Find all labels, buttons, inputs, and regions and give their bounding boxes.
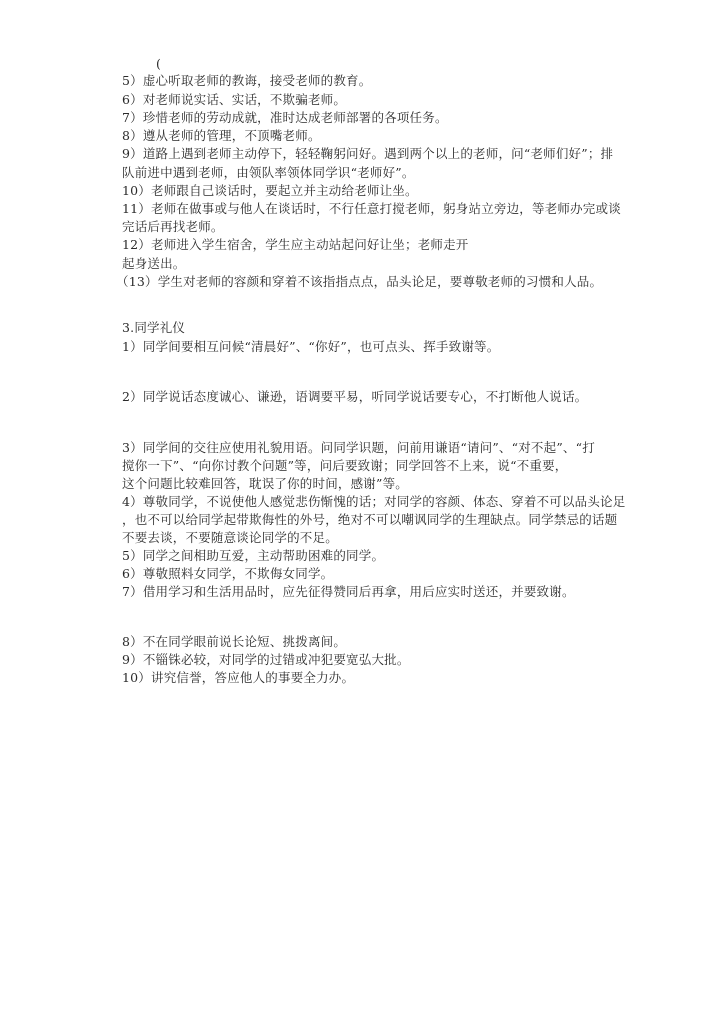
teacher-item-7: 7）珍惜老师的劳动成就，准时达成老师部署的各项任务。: [122, 110, 448, 125]
classmate-item-6: 6）尊敬照料女同学，不欺侮女同学。: [122, 566, 334, 581]
teacher-item-9-line-1: 9）道路上遇到老师主动停下，轻轻鞠躬问好。遇到两个以上的老师，问“老师们好”；排: [122, 146, 614, 161]
teacher-item-5: 5）虚心听取老师的教诲，接受老师的教育。: [122, 73, 372, 88]
teacher-item-10: 10）老师跟自己谈话时，要起立并主动给老师让坐。: [122, 183, 418, 198]
classmate-item-8: 8）不在同学眼前说长论短、挑拨离间。: [122, 634, 347, 649]
teacher-item-9-line-2: 队前进中遇到老师，由领队率领体同学识“老师好”。: [122, 165, 415, 180]
teacher-item-13: （13）学生对老师的容颜和穿着不该指指点点，品头论足，要尊敬老师的习惯和人品。: [116, 274, 603, 289]
section-heading-classmate-etiquette: 3.同学礼仪: [122, 320, 186, 335]
classmate-item-1: 1）同学间要相互问候“清晨好”、“你好”，也可点头、挥手致谢等。: [122, 339, 500, 354]
classmate-item-2: 2）同学说话态度诚心、谦逊，语调要平易，听同学说话要专心，不打断他人说话。: [122, 389, 588, 404]
classmate-item-4-line-1: 4）尊敬同学，不说使他人感觉悲伤惭愧的话；对同学的容颜、体态、穿着不可以品头论足: [122, 494, 626, 509]
teacher-item-12-line-2: 起身送出。: [122, 256, 186, 271]
classmate-item-4-line-2: ，也不可以给同学起带欺侮性的外号，绝对不可以嘲讽同学的生理缺点。同学禁忌的话题: [122, 512, 618, 527]
classmate-item-3-line-2: 搅你一下”、“向你讨教个问题”等，问后要致谢；同学回答不上来，说“不重要，: [122, 458, 568, 473]
teacher-item-11-line-1: 11）老师在做事或与他人在谈话时，不行任意打搅老师，躬身站立旁边，等老师办完或谈: [122, 201, 621, 216]
teacher-item-11-line-2: 完话后再找老师。: [122, 219, 224, 234]
stray-parenthesis: (: [156, 56, 162, 71]
classmate-item-4-line-3: 不要去谈，不要随意谈论同学的不足。: [122, 530, 338, 545]
classmate-item-3-line-3: 这个问题比较难回答，耽误了你的时间，感谢”等。: [122, 476, 408, 491]
classmate-item-5: 5）同学之间相助互爱，主动帮助困难的同学。: [122, 548, 385, 563]
classmate-item-10: 10）讲究信誉，答应他人的事要全力办。: [122, 670, 355, 685]
classmate-item-3-line-1: 3）同学间的交往应使用礼貌用语。问同学识题，问前用谦语“请问”、“对不起”、“打: [122, 440, 595, 455]
teacher-item-8: 8）遵从老师的管理，不顶嘴老师。: [122, 128, 321, 143]
teacher-item-12-line-1: 12）老师进入学生宿舍，学生应主动站起问好让坐；老师走开: [122, 237, 469, 252]
classmate-item-7: 7）借用学习和生活用品时，应先征得赞同后再拿，用后应实时送还，并要致谢。: [122, 584, 575, 599]
classmate-item-9: 9）不锱铢必较，对同学的过错或冲犯要宽弘大批。: [122, 652, 410, 667]
teacher-item-6: 6）对老师说实话、实话，不欺骗老师。: [122, 92, 347, 107]
